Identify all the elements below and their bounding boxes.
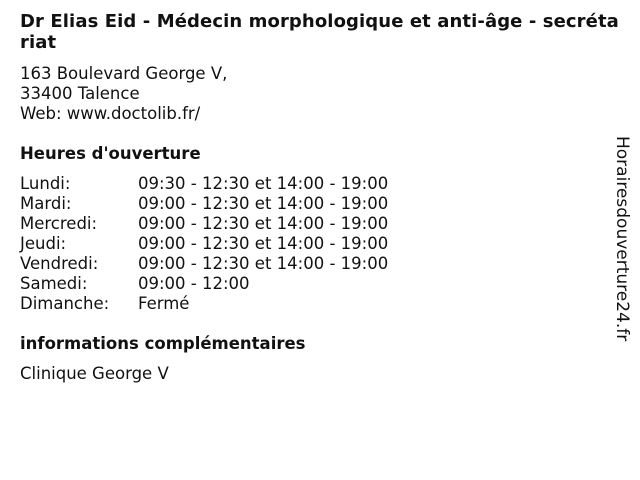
opening-hours-table	[20, 174, 388, 314]
website-text: Web: www.doctolib.fr/	[20, 104, 201, 123]
time-value: 09:30 - 12:30 et 14:00 - 19:00	[138, 174, 389, 193]
site-watermark: Horairesdouverture24.fr	[612, 136, 632, 342]
time-value: 09:00 - 12:30 et 14:00 - 19:00	[138, 214, 389, 233]
time-value: 09:00 - 12:30 et 14:00 - 19:00	[138, 254, 389, 273]
day-label: Lundi:	[20, 174, 71, 193]
hours-row-sunday	[20, 294, 388, 314]
opening-hours-heading: Heures d'ouverture	[20, 144, 201, 163]
day-label: Mardi:	[20, 194, 72, 213]
day-label: Dimanche:	[20, 294, 110, 313]
hours-row-monday	[20, 174, 388, 194]
page-title: Dr Elias Eid - Médecin morphologique et anti-âge - secrétariat	[20, 11, 619, 53]
address-block	[20, 64, 227, 124]
hours-row-thursday	[20, 234, 388, 254]
address-street: 163 Boulevard George V,	[20, 64, 228, 83]
additional-info-text: Clinique George V	[20, 364, 169, 383]
hours-row-tuesday	[20, 194, 388, 214]
hours-row-friday	[20, 254, 388, 274]
day-label: Samedi:	[20, 274, 88, 293]
time-value: 09:00 - 12:00	[138, 274, 250, 293]
time-value: Fermé	[138, 294, 190, 313]
hours-row-saturday	[20, 274, 388, 294]
time-value: 09:00 - 12:30 et 14:00 - 19:00	[138, 194, 389, 213]
time-value: 09:00 - 12:30 et 14:00 - 19:00	[138, 234, 389, 253]
day-label: Vendredi:	[20, 254, 99, 273]
day-label: Mercredi:	[20, 214, 98, 233]
day-label: Jeudi:	[20, 234, 67, 253]
additional-info-heading: informations complémentaires	[20, 334, 306, 353]
address-city: 33400 Talence	[20, 84, 140, 103]
hours-row-wednesday	[20, 214, 388, 234]
